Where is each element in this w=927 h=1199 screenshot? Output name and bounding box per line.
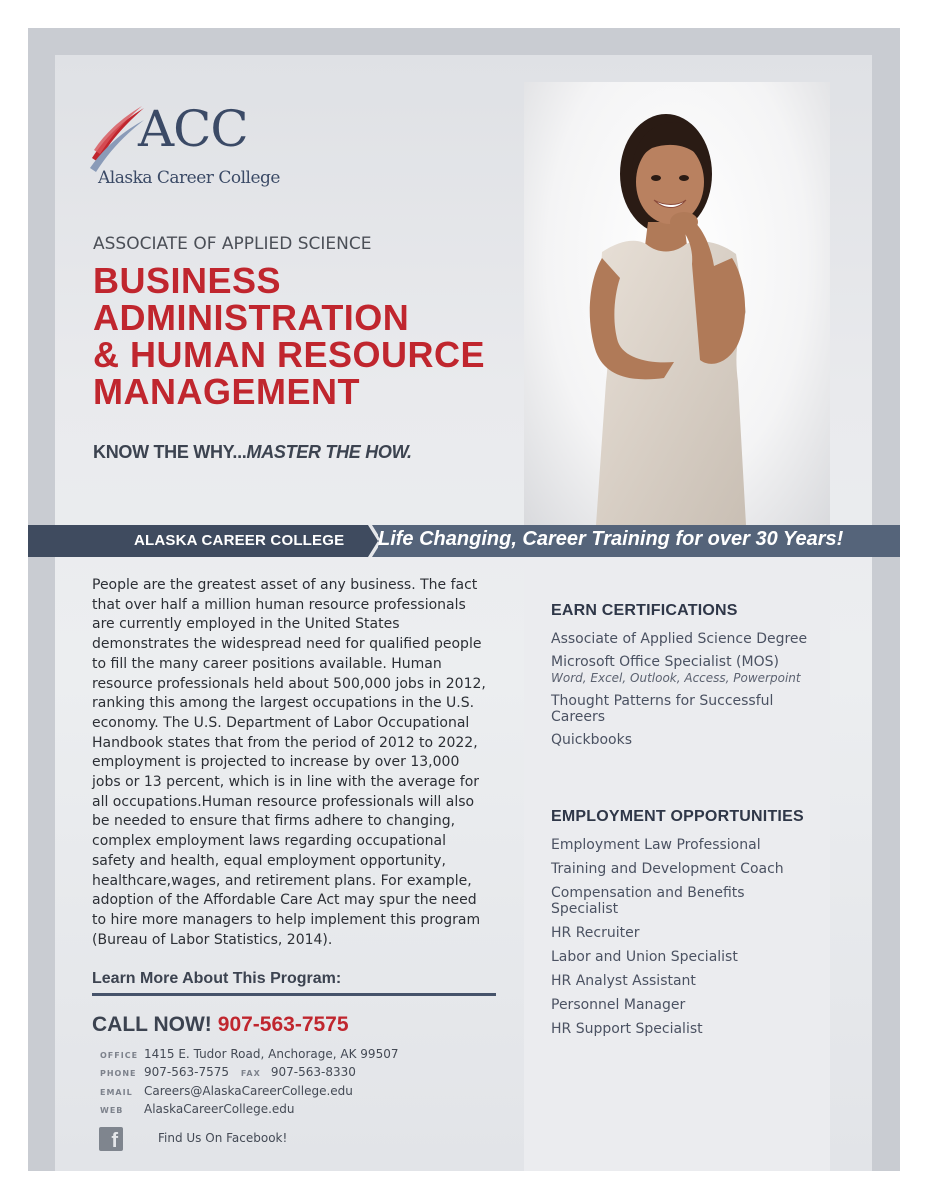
- tagline-part2: MASTER THE HOW.: [246, 442, 412, 462]
- title-line: MANAGEMENT: [93, 371, 360, 412]
- facebook-link[interactable]: Find Us On Facebook!: [158, 1131, 288, 1145]
- list-item: HR Recruiter: [551, 925, 640, 941]
- acc-logo: [88, 100, 288, 194]
- list-item: Labor and Union Specialist: [551, 949, 738, 965]
- list-item: Associate of Applied Science Degree: [551, 631, 808, 647]
- tagline-part1: KNOW THE WHY...: [93, 442, 247, 462]
- office-label: OFFICE: [100, 1051, 139, 1060]
- list-item: HR Analyst Assistant: [551, 973, 696, 989]
- certifications-list: [551, 631, 811, 748]
- phone-label: PHONE: [100, 1069, 137, 1078]
- logo-acronym: ACC: [138, 100, 248, 158]
- banner: [28, 525, 900, 557]
- list-item: Compensation and Benefits Specialist: [551, 885, 745, 917]
- phone-number-link[interactable]: 907-563-7575: [144, 1065, 230, 1079]
- call-now-phone-link[interactable]: 907-563-7575: [217, 1013, 349, 1036]
- website-link[interactable]: AlaskaCareerCollege.edu: [144, 1102, 295, 1116]
- call-now-label: CALL NOW!: [92, 1013, 212, 1036]
- list-item: HR Support Specialist: [551, 1021, 703, 1037]
- tagline: [93, 442, 412, 463]
- web-label: WEB: [100, 1106, 124, 1115]
- title-line: & HUMAN RESOURCE: [93, 334, 486, 375]
- degree-type: ASSOCIATE OF APPLIED SCIENCE: [93, 234, 372, 254]
- title-line: ADMINISTRATION: [93, 297, 410, 338]
- contact-office: [100, 1047, 398, 1061]
- certifications-heading: EARN CERTIFICATIONS: [551, 602, 738, 619]
- list-item: Personnel Manager: [551, 997, 686, 1013]
- logo-college-name: Alaska Career College: [98, 168, 280, 188]
- learn-more-heading: Learn More About This Program:: [92, 970, 342, 987]
- employment-heading: EMPLOYMENT OPPORTUNITIES: [551, 808, 804, 825]
- email-label: EMAIL: [100, 1088, 133, 1097]
- list-item: Employment Law Professional: [551, 837, 761, 853]
- fax-number: 907-563-8330: [270, 1065, 356, 1079]
- contact-web: [100, 1102, 295, 1116]
- program-title: [93, 262, 523, 410]
- program-description: People are the greatest asset of any business. The fact that over half a million human resource professionals are currently employed in the United States demonstrates the widespread need for qualified people to fill the many career positions available. Human resource professionals held about 500,000 jobs in 2012, ranking this among the largest occupations in the U.S. economy. The U.S. Department of Labor Occupational Handbook states that from the period of 2012 to 2022, employment is projected to increase by over 13,000 jobs or 13 percent, which is in line with the average for all occupations.Human resource professionals will also be needed to ensure that firms adhere to changing, complex employment laws regarding occupational safety and health, equal employment opportunity, healthcare,wages, and retirement plans. For example, adoption of the Affordable Care Act may spur the need to hire more managers to help implement this program (Bureau of Labor Statistics, 2014).: [92, 577, 486, 948]
- banner-college-name: ALASKA CAREER COLLEGE: [134, 532, 345, 549]
- employment-list: [551, 837, 811, 1037]
- divider: [92, 993, 496, 996]
- facebook-icon[interactable]: f: [99, 1127, 123, 1151]
- list-item: Training and Development Coach: [551, 861, 784, 877]
- fax-label: FAX: [240, 1069, 261, 1078]
- list-item: Microsoft Office Specialist (MOS) Word, Excel, Outlook, Access, Powerpoint: [551, 654, 811, 686]
- title-line: BUSINESS: [93, 260, 282, 301]
- contact-email: [100, 1084, 353, 1098]
- list-item: Quickbooks: [551, 732, 633, 748]
- banner-slogan: Life Changing, Career Training for over 30 Years!: [378, 528, 844, 550]
- call-now: [92, 1013, 349, 1037]
- contact-phone: [100, 1065, 356, 1079]
- list-item-detail: Word, Excel, Outlook, Access, Powerpoint: [551, 671, 801, 685]
- woman-portrait-image: [524, 82, 830, 525]
- hero-photo: [524, 82, 830, 525]
- list-item: Thought Patterns for Successful Careers: [551, 693, 774, 725]
- email-link[interactable]: Careers@AlaskaCareerCollege.edu: [144, 1084, 353, 1098]
- office-address: 1415 E. Tudor Road, Anchorage, AK 99507: [144, 1047, 399, 1061]
